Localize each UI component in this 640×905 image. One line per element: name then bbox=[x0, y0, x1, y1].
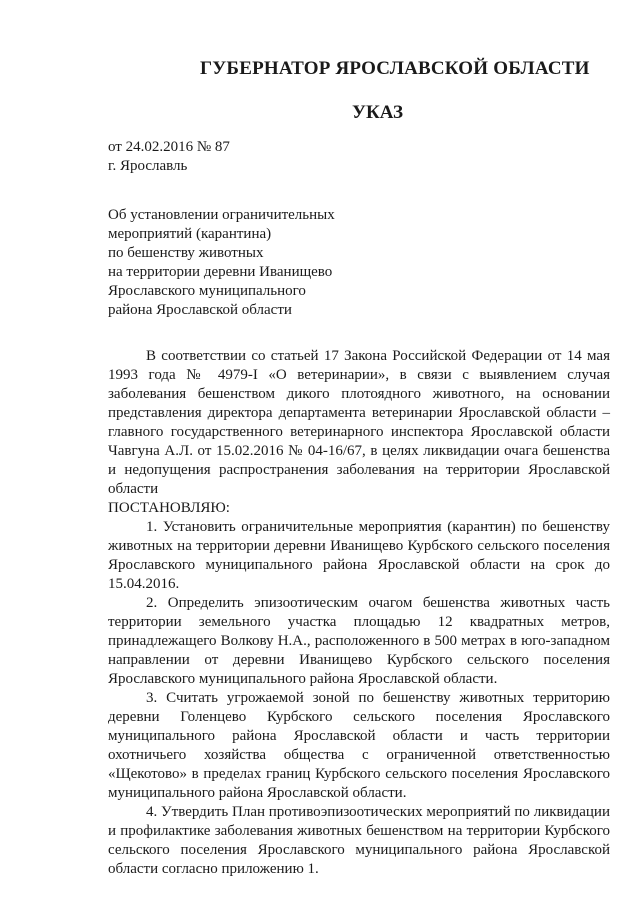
decree-item-1: 1. Установить ограничительные мероприятия (карантин) по бешенству животных на территории деревни Иванищево Курбского сельского поселения Ярославского муниципального района Ярославской области на срок до 15.04.2016. bbox=[108, 519, 610, 592]
subject-line: на территории деревни Иванищево bbox=[108, 264, 333, 280]
preamble-paragraph: В соответствии со статьей 17 Закона Российской Федерации от 14 мая 1993 года № 4979-I «О ветеринарии», в связи с выявлением случая заболевания бешенством дикого плотоядного животного, на основании представления директора департамента ветеринарии Ярославской области – главного государственного ветеринарного инспектора Ярославской области Чавгуна А.Л. от 15.02.2016 № 04-16/67, в целях ликвидации очага бешенства и недопущения распространения заболевания на территории Ярославской области bbox=[108, 348, 610, 497]
date-number: от 24.02.2016 № 87 bbox=[108, 139, 230, 155]
subject-line: района Ярославской области bbox=[108, 302, 292, 318]
subject-line: Ярославского муниципального bbox=[108, 283, 306, 299]
decree-item-2: 2. Определить эпизоотическим очагом бешенства животных часть территории земельного участка площадью 12 квадратных метров, принадлежащего Волкову Н.А., расположенного в 500 метрах в юго-западном направлении от деревни Иванищево Курбского сельского поселения Ярославского муниципального района Ярославской области. bbox=[108, 595, 610, 687]
resolve-heading: ПОСТАНОВЛЯЮ: bbox=[108, 500, 230, 516]
decree-item-4: 4. Утвердить План противоэпизоотических мероприятий по ликвидации и профилактике заболевания животных бешенством на территории Курбского сельского поселения Ярославского муниципального района Ярославской области согласно приложению 1. bbox=[108, 804, 610, 877]
subject-line: мероприятий (карантина) bbox=[108, 226, 272, 242]
issuer-title: ГУБЕРНАТОР ЯРОСЛАВСКОЙ ОБЛАСТИ bbox=[200, 58, 590, 79]
subject-line: Об установлении ограничительных bbox=[108, 207, 335, 223]
document-body bbox=[108, 347, 610, 879]
document-type: УКАЗ bbox=[352, 102, 403, 123]
document-meta bbox=[108, 138, 230, 176]
decree-item-3: 3. Считать угрожаемой зоной по бешенству животных территорию деревни Голенцево Курбского сельского поселения Ярославского муниципального района Ярославской области и часть территории охотничьего хозяйства общества с ограниченной ответственностью «Щекотово» в пределах границ Курбского сельского поселения Ярославского муниципального района Ярославской области. bbox=[108, 690, 610, 801]
subject-line: по бешенству животных bbox=[108, 245, 264, 261]
city: г. Ярославль bbox=[108, 158, 188, 174]
document-subject bbox=[108, 206, 335, 320]
